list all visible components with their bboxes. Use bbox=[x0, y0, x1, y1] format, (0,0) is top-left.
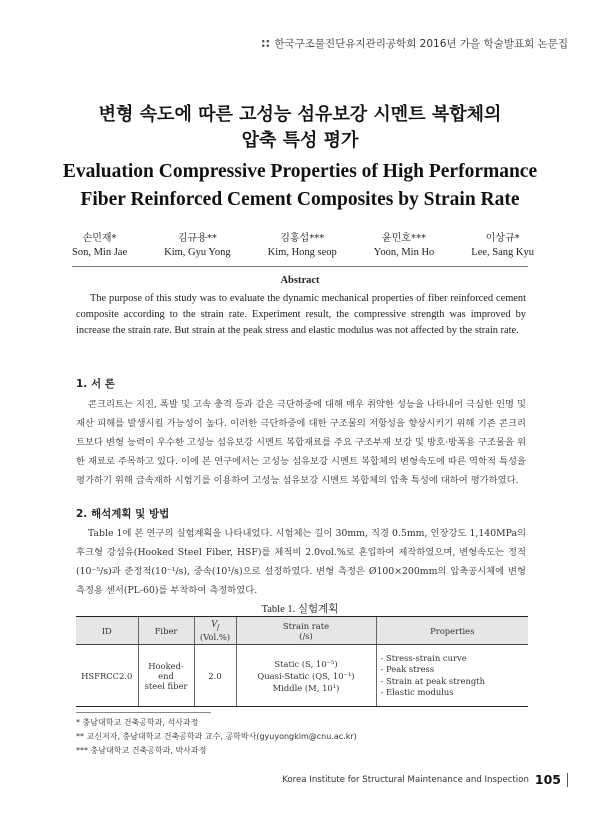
author-name-en: Yoon, Min Ho bbox=[373, 247, 435, 258]
author-name-en: Kim, Hong seop bbox=[267, 247, 337, 258]
author-name-ko: 김홍섭*** bbox=[280, 233, 325, 244]
cell-id: HSFRCC2.0 bbox=[76, 645, 138, 707]
running-head-text: 한국구조물진단유지관리공학회 2016년 가을 학술발표회 논문집 bbox=[274, 38, 568, 50]
title-korean-line-1: 변형 속도에 따른 고성능 섬유보강 시멘트 복합체의 bbox=[98, 104, 502, 125]
strain-rate-item: Middle (M, 10¹) bbox=[272, 682, 340, 693]
table-caption: Table 1. 실험계획 bbox=[261, 604, 339, 615]
abstract-heading: Abstract bbox=[280, 275, 320, 286]
author-name-ko: 윤민호*** bbox=[382, 233, 427, 244]
strain-rate-item: Static (S, 10⁻⁵) bbox=[274, 658, 338, 669]
title-english bbox=[0, 158, 600, 214]
header-vf-symbol: V bbox=[210, 619, 218, 631]
header-vf-unit: (Vol.%) bbox=[199, 631, 231, 642]
header-vf-subscript: f bbox=[217, 623, 220, 632]
table-header-row bbox=[76, 617, 528, 645]
cell-fiber-line: Hooked-end bbox=[148, 660, 184, 681]
title-korean bbox=[0, 102, 600, 154]
author bbox=[164, 232, 231, 260]
author-name-en: Son, Min Jae bbox=[72, 247, 128, 258]
property-item: - Strain at peak strength bbox=[380, 675, 486, 686]
section-heading-method: 2. 해석계획 및 방법 bbox=[76, 508, 170, 520]
footer-organization: Korea Institute for Structural Maintenance and Inspection bbox=[282, 774, 529, 785]
header-id: ID bbox=[76, 617, 138, 645]
page-footer bbox=[282, 772, 568, 787]
property-item: - Peak stress bbox=[380, 664, 435, 674]
header-vf bbox=[194, 617, 236, 645]
title-english-line-1: Evaluation Compressive Properties of High Performance bbox=[62, 161, 538, 182]
abstract-text: The purpose of this study was to evaluate the dynamic mechanical properties of fiber reinforced cement composite according to the strain rate. Experiment result, the compressive strength was improved by increase the strain rate. But strain at the peak stress and elastic modulus was not affected by the strain rate. bbox=[76, 293, 526, 336]
cell-strain-rate bbox=[236, 645, 376, 707]
header-strain-rate bbox=[236, 617, 376, 645]
footnote: * 충남대학교 건축공학과, 석사과정 bbox=[76, 718, 199, 727]
table-row bbox=[76, 645, 528, 707]
author-divider bbox=[72, 266, 528, 267]
strain-rate-item: Quasi-Static (QS, 10⁻¹) bbox=[257, 670, 355, 681]
author-name-en: Lee, Sang Kyu bbox=[471, 247, 534, 258]
author bbox=[72, 232, 127, 260]
header-strain-rate-unit: (/s) bbox=[299, 630, 313, 641]
section-text-introduction: 콘크리트는 지진, 폭발 및 고속 충격 등과 같은 극단하중에 대해 매우 취약한 성능을 나타내어 극심한 인명 및 재산 피해를 발생시킬 가능성이 높다. 이러한 극단하중에 대한 구조물의 저항성을 향상시키기 위해 기존 콘크리트보다 변형 능력이 우수한 고성능 섬유보강 시멘트 복합재료를 주요 구조부재 보강 및 방호·방폭용 구조물을 위한 재료로 주목하고 있다. 이에 본 연구에서는 고성능 섬유보강 시멘트 복합체의 변형속도에 따른 역학적 특성을 평가하기 위해 급속재하 시험기를 이용하여 고성능 섬유보강 시멘트 복합체의 압축 특성에 대하여 평가하였다. bbox=[76, 399, 526, 486]
cell-vf: 2.0 bbox=[194, 645, 236, 707]
author-list bbox=[72, 232, 534, 260]
footer-bar bbox=[567, 773, 568, 787]
property-item: - Elastic modulus bbox=[380, 687, 454, 697]
footnote: *** 충남대학교 건축공학과, 박사과정 bbox=[76, 746, 207, 755]
dots-mark-icon bbox=[261, 39, 270, 48]
author-name-en: Kim, Gyu Yong bbox=[164, 247, 231, 258]
page-number: 105 bbox=[534, 772, 561, 787]
title-korean-line-2: 압축 특성 평가 bbox=[241, 130, 359, 151]
author-name-ko: 김규용** bbox=[177, 233, 217, 244]
footnote-divider bbox=[76, 712, 211, 713]
cell-fiber bbox=[138, 645, 194, 707]
author bbox=[374, 232, 435, 260]
cell-fiber-line: steel fiber bbox=[144, 680, 188, 691]
author bbox=[471, 232, 534, 260]
author bbox=[268, 232, 337, 260]
cell-properties bbox=[376, 645, 528, 707]
section-heading-introduction: 1. 서 론 bbox=[76, 378, 115, 390]
title-english-line-2: Fiber Reinforced Cement Composites by Strain Rate bbox=[80, 189, 520, 210]
header-fiber: Fiber bbox=[138, 617, 194, 645]
experiment-table bbox=[76, 616, 528, 707]
footnote: ** 교신저자, 충남대학교 건축공학과 교수, 공학박사(gyuyongkim@cnu.ac.kr) bbox=[76, 732, 357, 741]
author-name-ko: 손민재* bbox=[82, 233, 117, 244]
header-strain-rate-label: Strain rate bbox=[282, 620, 330, 631]
header-properties: Properties bbox=[376, 617, 528, 645]
footnotes bbox=[76, 716, 357, 758]
author-name-ko: 이상규* bbox=[485, 233, 520, 244]
property-item: - Stress-strain curve bbox=[380, 652, 467, 663]
section-text-method: Table 1에 본 연구의 실험계획을 나타내었다. 시험체는 길이 30mm, 직경 0.5mm, 인장강도 1,140MPa의 후크형 강섬유(Hooked Steel Fiber, HSF)를 체적비 2.0vol.%로 혼입하여 제작하였으며, 변형속도는 정적(10⁻⁵/s)과 준정적(10⁻¹/s), 중속(10¹/s)으로 설정하였다. 변형 측정은 Ø100×200mm의 압축공시체에 변형 측정용 센서(PL-60)를 부착하여 측정하였다. bbox=[76, 528, 526, 596]
running-head bbox=[261, 36, 568, 51]
